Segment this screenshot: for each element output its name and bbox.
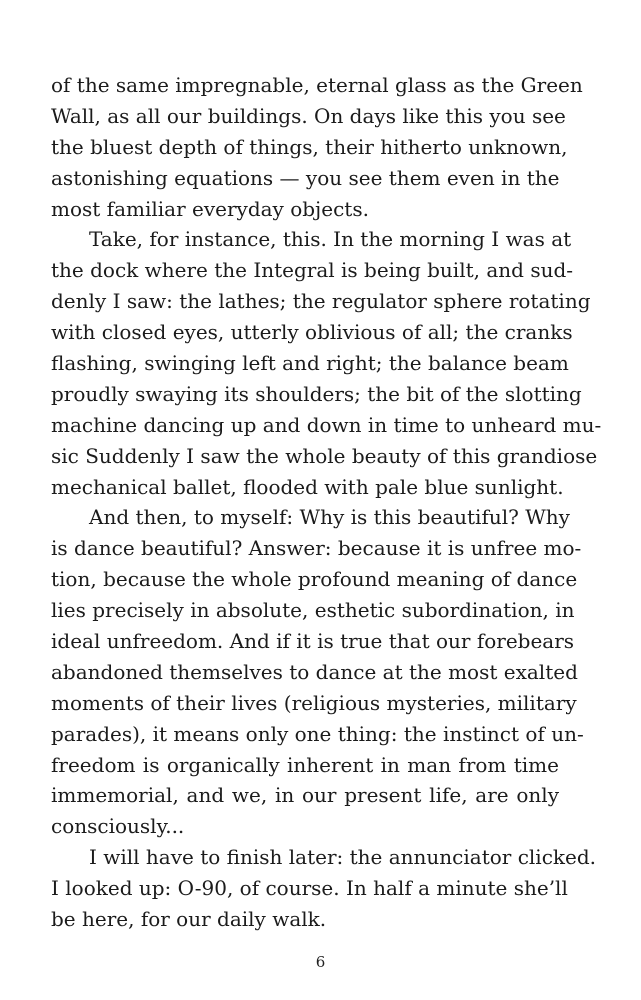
text-line: sic Suddenly I saw the whole beauty of this grandiose <box>51 443 598 468</box>
text-line: most familiar everyday objects. <box>51 196 369 221</box>
text-line: lies precisely in absolute, esthetic subordination, in <box>51 598 575 623</box>
text-line: proudly swaying its shoulders; the bit of the slotting <box>51 381 582 406</box>
text-line: mechanical ballet, flooded with pale blue sunlight. <box>51 474 564 499</box>
text-line: Wall, as all our buildings. On days like this you see <box>51 103 566 128</box>
body-text <box>51 70 602 935</box>
text-line: Take, for instance, this. In the morning I was at <box>89 227 572 252</box>
text-line: And then, to myself: Why is this beautiful? Why <box>89 505 570 530</box>
text-line: moments of their lives (religious mysteries, military <box>51 690 577 715</box>
text-line: be here, for our daily walk. <box>51 907 327 932</box>
text-line: parades), it means only one thing: the instinct of un- <box>51 721 584 746</box>
text-line: denly I saw: the lathes; the regulator sphere rotating <box>51 289 591 314</box>
text-line: ideal unfreedom. And if it is true that our forebears <box>51 629 575 654</box>
text-line: the bluest depth of things, their hitherto unknown, <box>51 134 568 159</box>
text-line: freedom is organically inherent in man from time <box>51 752 559 777</box>
text-line: consciously... <box>51 814 185 839</box>
text-line: immemorial, and we, in our present life, are only <box>51 783 559 808</box>
text-line: of the same impregnable, eternal glass as the Green <box>51 73 583 97</box>
text-line: with closed eyes, utterly oblivious of all; the cranks <box>51 320 573 345</box>
text-line: abandoned themselves to dance at the most exalted <box>51 659 578 684</box>
text-line: is dance beautiful? Answer: because it is unfree mo- <box>51 536 582 561</box>
page-number: 6 <box>315 953 326 971</box>
text-line: the dock where the Integral is being built, and sud- <box>51 258 574 283</box>
text-line: astonishing equations — you see them even in the <box>51 165 560 190</box>
text-line: tion, because the whole profound meaning of dance <box>51 567 578 592</box>
text-line: I looked up: O-90, of course. In half a minute she’ll <box>51 876 568 901</box>
text-line: I will have to finish later: the annunciator clicked. <box>89 845 597 870</box>
text-line: flashing, swinging left and right; the balance beam <box>51 351 569 376</box>
text-line: machine dancing up and down in time to unheard mu- <box>51 412 602 437</box>
